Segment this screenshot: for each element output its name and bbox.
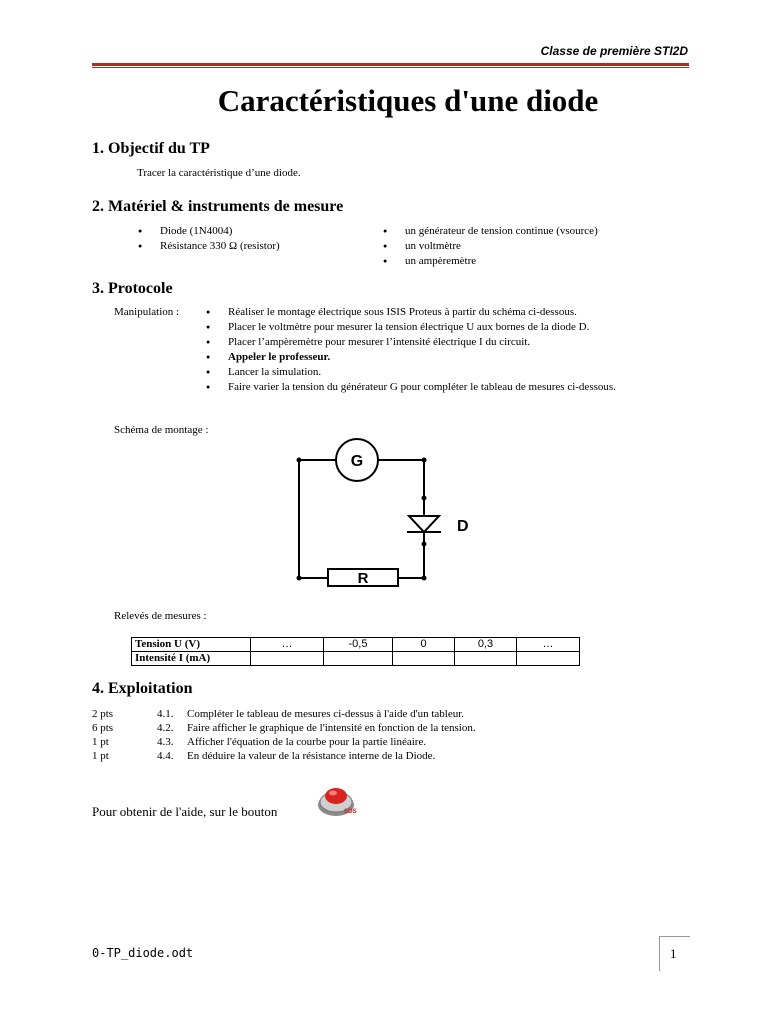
protocol-step: ● Placer le voltmètre pour mesurer la tension électrique U aux bornes de la diode D. — [206, 320, 674, 335]
list-item: ● un voltmètre — [383, 239, 683, 254]
header-rule-thin — [92, 67, 689, 68]
table-cell[interactable]: 0,3 — [455, 638, 517, 652]
releves-label: Relevés de mesures : — [114, 610, 207, 622]
page-number: 1 — [670, 946, 677, 961]
section-heading-protocole: 3. Protocole — [92, 280, 173, 297]
question-text: En déduire la valeur de la résistance interne de la Diode. — [187, 750, 436, 762]
protocol-step: ● Appeler le professeur. — [206, 350, 674, 365]
question-number: 4.1. — [157, 708, 174, 720]
section-heading-materiel: 2. Matériel & instruments de mesure — [92, 198, 344, 215]
protocol-step: ● Lancer la simulation. — [206, 365, 674, 380]
generator-label: G — [350, 453, 364, 470]
protocol-steps — [206, 305, 674, 395]
sos-button-icon[interactable] — [314, 780, 358, 820]
resistor-label: R — [357, 570, 369, 587]
manipulation-label: Manipulation : — [114, 306, 180, 318]
points-label: 2 pts — [92, 708, 114, 720]
points-label: 1 pt — [92, 736, 109, 748]
table-row — [132, 652, 580, 666]
question-number: 4.4. — [157, 750, 174, 762]
table-cell[interactable] — [251, 652, 324, 666]
table-cell[interactable]: 0 — [393, 638, 455, 652]
table-cell[interactable]: … — [251, 638, 324, 652]
table-cell[interactable] — [455, 652, 517, 666]
protocol-step: ● Faire varier la tension du générateur G pour compléter le tableau de mesures ci-dessous. — [206, 380, 674, 395]
question-text: Faire afficher le graphique de l'intensité en fonction de la tension. — [187, 722, 476, 734]
question-text: Afficher l'équation de la courbe pour la partie linéaire. — [187, 736, 427, 748]
table-cell[interactable] — [324, 652, 393, 666]
table-cell[interactable] — [393, 652, 455, 666]
question-number: 4.3. — [157, 736, 174, 748]
table-row — [132, 638, 580, 652]
table-cell[interactable]: … — [517, 638, 580, 652]
circuit-diagram — [294, 434, 480, 596]
help-text: Pour obtenir de l'aide, sur le bouton — [92, 804, 278, 819]
page-title: Caractéristiques d'une diode — [217, 83, 599, 118]
question-number: 4.2. — [157, 722, 174, 734]
table-cell[interactable] — [517, 652, 580, 666]
class-label: Classe de première STI2D — [540, 44, 688, 58]
footer-filename: 0-TP_diode.odt — [92, 946, 194, 960]
section-heading-objectif: 1. Objectif du TP — [92, 140, 210, 157]
section-heading-exploitation: 4. Exploitation — [92, 680, 193, 697]
schema-label: Schéma de montage : — [114, 424, 209, 436]
list-item: ● un ampèremètre — [383, 254, 683, 269]
points-label: 6 pts — [92, 722, 114, 734]
header-rule — [92, 63, 689, 66]
objectif-text: Tracer la caractéristique d’une diode. — [137, 167, 301, 179]
points-label: 1 pt — [92, 750, 109, 762]
row-label-tension: Tension U (V) — [132, 638, 251, 652]
measurement-table — [131, 637, 580, 666]
table-cell[interactable]: -0,5 — [324, 638, 393, 652]
list-item: ● un générateur de tension continue (vsource) — [383, 224, 683, 239]
row-label-intensite: Intensité I (mA) — [132, 652, 251, 666]
materiel-list-left — [138, 224, 368, 254]
question-text: Compléter le tableau de mesures ci-dessus à l'aide d'un tableur. — [187, 708, 465, 720]
sos-text: SOS — [344, 809, 357, 815]
list-item: ● Résistance 330 Ω (resistor) — [138, 239, 368, 254]
protocol-step: ● Placer l’ampèremètre pour mesurer l’intensité électrique I du circuit. — [206, 335, 674, 350]
protocol-step: ● Réaliser le montage électrique sous ISIS Proteus à partir du schéma ci-dessous. — [206, 305, 674, 320]
materiel-list-right — [383, 224, 683, 269]
list-item: ● Diode (1N4004) — [138, 224, 368, 239]
diode-label: D — [457, 518, 469, 535]
